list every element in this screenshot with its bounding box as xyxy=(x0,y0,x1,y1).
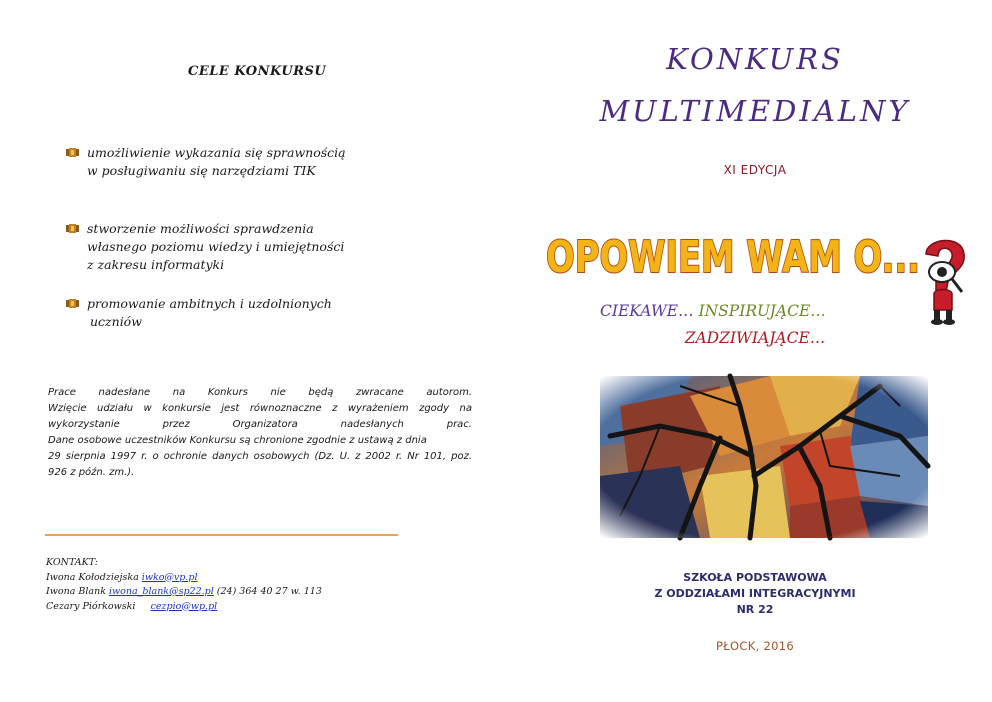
goal-line: z zakresu informatyki xyxy=(87,257,225,272)
contact-name: Iwona Kołodziejska xyxy=(46,571,142,583)
main-title-svg xyxy=(544,224,924,284)
stained-glass-svg xyxy=(600,376,928,538)
tagline-line2: ZADZIWIAJĄCE… xyxy=(684,329,826,347)
contact-row xyxy=(46,600,366,615)
notice-line: wykorzystanie przez Organizatora nadesłanych prac. xyxy=(48,419,472,430)
email-link[interactable]: cezpio@wp.pl xyxy=(150,600,218,612)
contact-row xyxy=(46,585,366,600)
notice-line: Prace nadesłane na Konkurs nie będą zwracane autorom. xyxy=(48,387,472,398)
city-year: PŁOCK, 2016 xyxy=(716,639,794,653)
goals-heading: CELE KONKURSU xyxy=(188,64,327,79)
school-line: SZKOŁA PODSTAWOWA xyxy=(683,571,827,584)
stained-glass-tree-image xyxy=(600,376,928,538)
notice-line: Wzięcie udziału w konkursie jest równoznaczne z wyrażeniem zgody na xyxy=(48,403,472,414)
goal-text xyxy=(87,295,367,331)
goal-line: stworzenie możliwości sprawdzenia xyxy=(87,221,314,236)
ornament-bullet-icon xyxy=(66,224,79,233)
divider-line xyxy=(45,534,398,536)
goal-line: promowanie ambitnych i uzdolnionych xyxy=(87,296,332,311)
contact-name: Cezary Piórkowski xyxy=(46,600,151,612)
question-mark-mascot xyxy=(912,232,976,328)
goal-text xyxy=(87,220,367,274)
contest-title-line1: KONKURS xyxy=(666,42,844,76)
contact-row xyxy=(46,571,366,586)
school-line: Z ODDZIAŁAMI INTEGRACYJNYMI xyxy=(654,587,856,600)
main-title-wordart xyxy=(544,224,924,284)
contest-title-line2: MULTIMEDIALNY xyxy=(599,94,911,128)
contact-name: Iwona Blank xyxy=(46,586,109,597)
notice-line: 926 z późn. zm.). xyxy=(48,467,135,478)
edition-label: XI EDYCJA xyxy=(723,163,787,177)
goal-line: własnego poziomu wiedzy i umiejętności xyxy=(87,239,345,254)
contact-heading: KONTAKT: xyxy=(46,557,98,568)
contact-section xyxy=(46,556,366,614)
goal-text xyxy=(87,144,367,180)
contact-phone: (24) 364 40 27 w. 113 xyxy=(213,586,322,597)
school-name xyxy=(620,570,890,618)
email-link[interactable]: iwona_blank@sp22.pl xyxy=(108,586,214,597)
tagline-part2: INSPIRUJĄCE… xyxy=(698,302,826,320)
notice-line: 29 sierpnia 1997 r. o ochronie danych osobowych (Dz. U. z 2002 r. Nr 101, poz. xyxy=(48,451,472,462)
notice-line: Dane osobowe uczestników Konkursu są chronione zgodnie z ustawą z dnia xyxy=(48,435,427,446)
tagline-part1: CIEKAWE… xyxy=(600,302,699,320)
ornament-bullet-icon xyxy=(66,148,79,157)
tagline-line1 xyxy=(600,302,910,320)
email-link[interactable]: iwko@vp.pl xyxy=(141,571,198,583)
goal-line: w posługiwaniu się narzędziami TIK xyxy=(87,163,316,178)
goal-line: uczniów xyxy=(90,314,142,329)
goal-line: umożliwienie wykazania się sprawnością xyxy=(87,145,346,160)
ornament-bullet-icon xyxy=(66,299,79,308)
terms-notice xyxy=(48,385,472,481)
school-line: NR 22 xyxy=(736,603,774,616)
main-title-text: OPOWIEM WAM O... xyxy=(546,232,920,283)
